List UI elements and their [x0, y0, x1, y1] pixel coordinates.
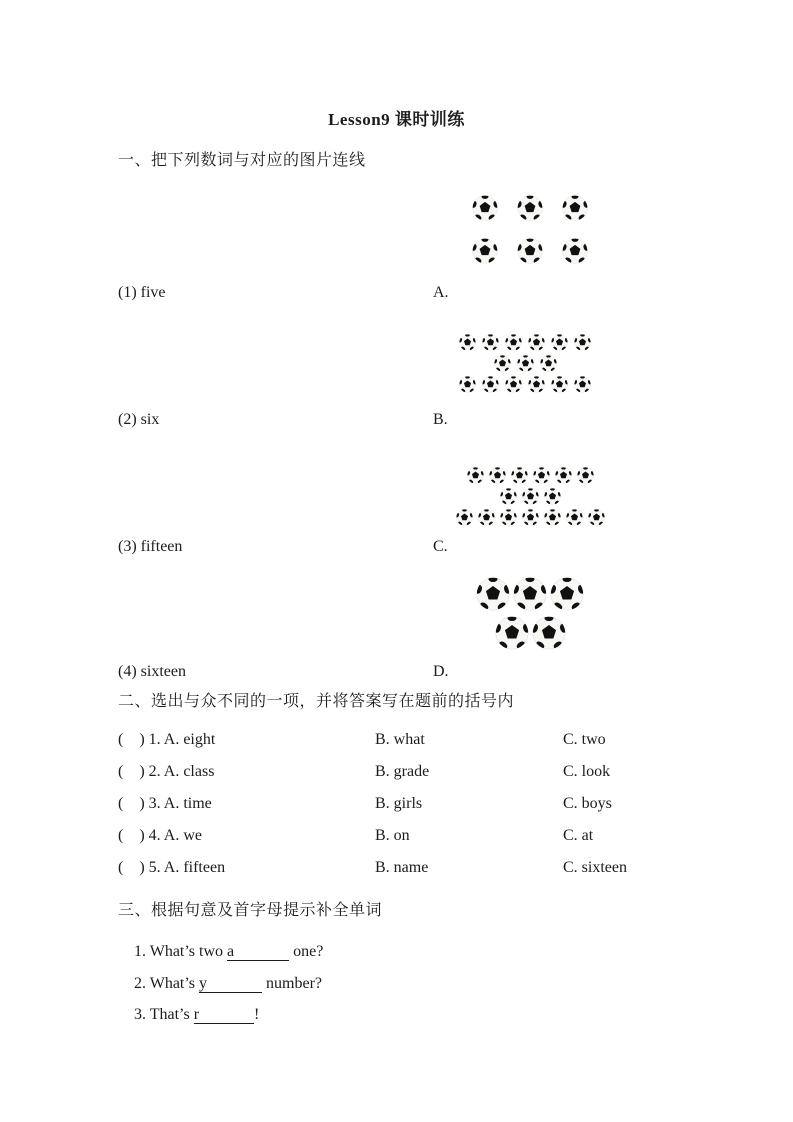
ball-row: [476, 577, 584, 611]
soccer-ball-icon: [459, 334, 476, 351]
hint-letter: y: [199, 975, 208, 992]
choice-option-b: B. grade: [375, 763, 430, 780]
picture-label-b: B.: [433, 411, 448, 428]
choice-row-3: [0, 795, 793, 815]
soccer-ball-icon: [550, 577, 584, 611]
section-two-heading: 二、选出与众不同的一项，并将答案写在题前的括号内: [118, 693, 515, 710]
choice-option-a: ( ) 2. A. class: [118, 763, 215, 780]
ball-row: [456, 509, 605, 526]
soccer-ball-icon: [511, 467, 528, 484]
soccer-ball-icon: [588, 509, 605, 526]
ball-row: [500, 488, 561, 505]
soccer-ball-icon: [555, 467, 572, 484]
soccer-ball-icon: [544, 509, 561, 526]
ball-row: [494, 355, 557, 372]
soccer-ball-icon: [489, 467, 506, 484]
soccer-ball-icon: [533, 467, 550, 484]
soccer-ball-icon: [505, 334, 522, 351]
soccer-ball-icon: [528, 334, 545, 351]
soccer-ball-icon: [562, 195, 588, 221]
ball-row: [472, 238, 588, 264]
soccer-ball-icon: [551, 376, 568, 393]
soccer-ball-icon: [517, 195, 543, 221]
ball-row: [495, 616, 566, 650]
soccer-ball-icon: [528, 376, 545, 393]
soccer-ball-icon: [517, 238, 543, 264]
sentence-text: !: [254, 1006, 260, 1023]
soccer-ball-icon: [482, 334, 499, 351]
soccer-ball-icon: [505, 376, 522, 393]
soccer-ball-icon: [577, 467, 594, 484]
match-item-1: (1) five: [118, 284, 166, 301]
choice-option-c: C. two: [563, 731, 606, 748]
soccer-ball-icon: [513, 577, 547, 611]
picture-label-a: A.: [433, 284, 449, 301]
soccer-ball-icon: [522, 488, 539, 505]
hint-letter: r: [193, 1006, 200, 1023]
choice-option-b: B. what: [375, 731, 425, 748]
answer-blank: [194, 1006, 254, 1024]
sentence-text: 1. What’s two: [134, 943, 228, 960]
fill-in-sentence-3: [118, 988, 259, 1042]
choice-option-b: B. name: [375, 859, 429, 876]
ball-row: [467, 467, 594, 484]
picture-group-c: [452, 467, 608, 526]
choice-option-c: C. boys: [563, 795, 612, 812]
soccer-ball-icon: [482, 376, 499, 393]
ball-row: [459, 376, 591, 393]
match-item-2: (2) six: [118, 411, 160, 428]
soccer-ball-icon: [467, 467, 484, 484]
soccer-ball-icon: [495, 616, 529, 650]
picture-group-b: [455, 334, 595, 393]
blank-line: [199, 1018, 254, 1019]
soccer-ball-icon: [478, 509, 495, 526]
picture-label-d: D.: [433, 663, 449, 680]
soccer-ball-icon: [517, 355, 534, 372]
choice-option-a: ( ) 4. A. we: [118, 827, 202, 844]
hint-letter: a: [227, 943, 235, 960]
ball-row: [472, 195, 588, 221]
choice-option-c: C. sixteen: [563, 859, 627, 876]
soccer-ball-icon: [532, 616, 566, 650]
soccer-ball-icon: [500, 488, 517, 505]
sentence-text: 3. That’s: [134, 1006, 194, 1023]
soccer-ball-icon: [544, 488, 561, 505]
soccer-ball-icon: [574, 334, 591, 351]
soccer-ball-icon: [500, 509, 517, 526]
sentence-text: one?: [289, 943, 324, 960]
sentence-text: number?: [262, 975, 323, 992]
soccer-ball-icon: [574, 376, 591, 393]
choice-option-a: ( ) 3. A. time: [118, 795, 212, 812]
choice-row-2: [0, 763, 793, 783]
soccer-ball-icon: [551, 334, 568, 351]
match-item-3: (3) fifteen: [118, 538, 183, 555]
choice-option-b: B. on: [375, 827, 410, 844]
choice-row-1: [0, 731, 793, 751]
section-three-heading: 三、根据句意及首字母提示补全单词: [118, 902, 383, 919]
choice-option-b: B. girls: [375, 795, 423, 812]
soccer-ball-icon: [459, 376, 476, 393]
soccer-ball-icon: [562, 238, 588, 264]
soccer-ball-icon: [456, 509, 473, 526]
choice-option-a: ( ) 1. A. eight: [118, 731, 216, 748]
sentence-text: 2. What’s: [134, 975, 200, 992]
match-item-4: (4) sixteen: [118, 663, 186, 680]
soccer-ball-icon: [472, 238, 498, 264]
picture-label-c: C.: [433, 538, 448, 555]
blank-line: [234, 955, 289, 956]
soccer-ball-icon: [522, 509, 539, 526]
picture-group-a: [472, 195, 588, 264]
choice-option-c: C. look: [563, 763, 611, 780]
choice-option-a: ( ) 5. A. fifteen: [118, 859, 226, 876]
ball-row: [459, 334, 591, 351]
choice-row-4: [0, 827, 793, 847]
section-one-heading: 一、把下列数词与对应的图片连线: [118, 152, 366, 169]
page-title: Lesson9 课时训练: [328, 110, 465, 129]
soccer-ball-icon: [476, 577, 510, 611]
soccer-ball-icon: [566, 509, 583, 526]
soccer-ball-icon: [494, 355, 511, 372]
soccer-ball-icon: [540, 355, 557, 372]
picture-group-d: [475, 577, 585, 650]
choice-row-5: [0, 859, 793, 879]
choice-option-c: C. at: [563, 827, 594, 844]
soccer-ball-icon: [472, 195, 498, 221]
